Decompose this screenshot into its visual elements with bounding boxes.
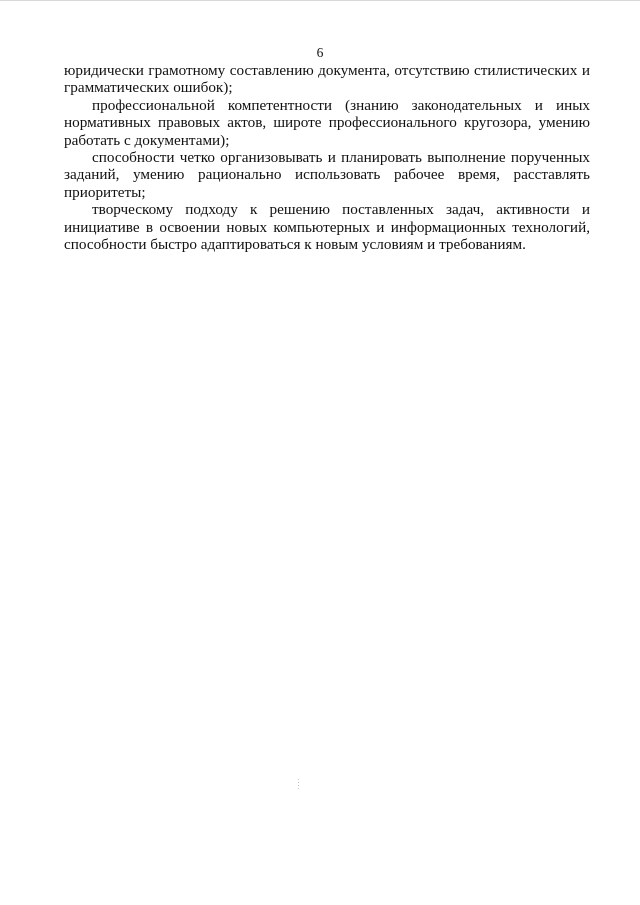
scan-artifact	[298, 779, 299, 789]
paragraph-creative-approach: творческому подходу к решению поставленных задач, активности и инициативе в освоении новых компьютерных и информационных технологий, способности быстро адаптироваться к новым условиям и требованиям.	[64, 201, 590, 254]
paragraph-continuation: юридически грамотному составлению документа, отсутствию стилистических и грамматических ошибок);	[64, 62, 590, 97]
page-number: 6	[316, 45, 324, 60]
document-body	[64, 62, 590, 253]
paragraph-professional-competence: профессиональной компетентности (знанию законодательных и иных нормативных правовых актов, широте профессионального кругозора, умению работать с документами);	[64, 96, 590, 149]
paragraph-organization-skills: способности четко организовывать и планировать выполнение порученных заданий, умению рационально использовать рабочее время, расставлять приоритеты;	[64, 149, 590, 201]
